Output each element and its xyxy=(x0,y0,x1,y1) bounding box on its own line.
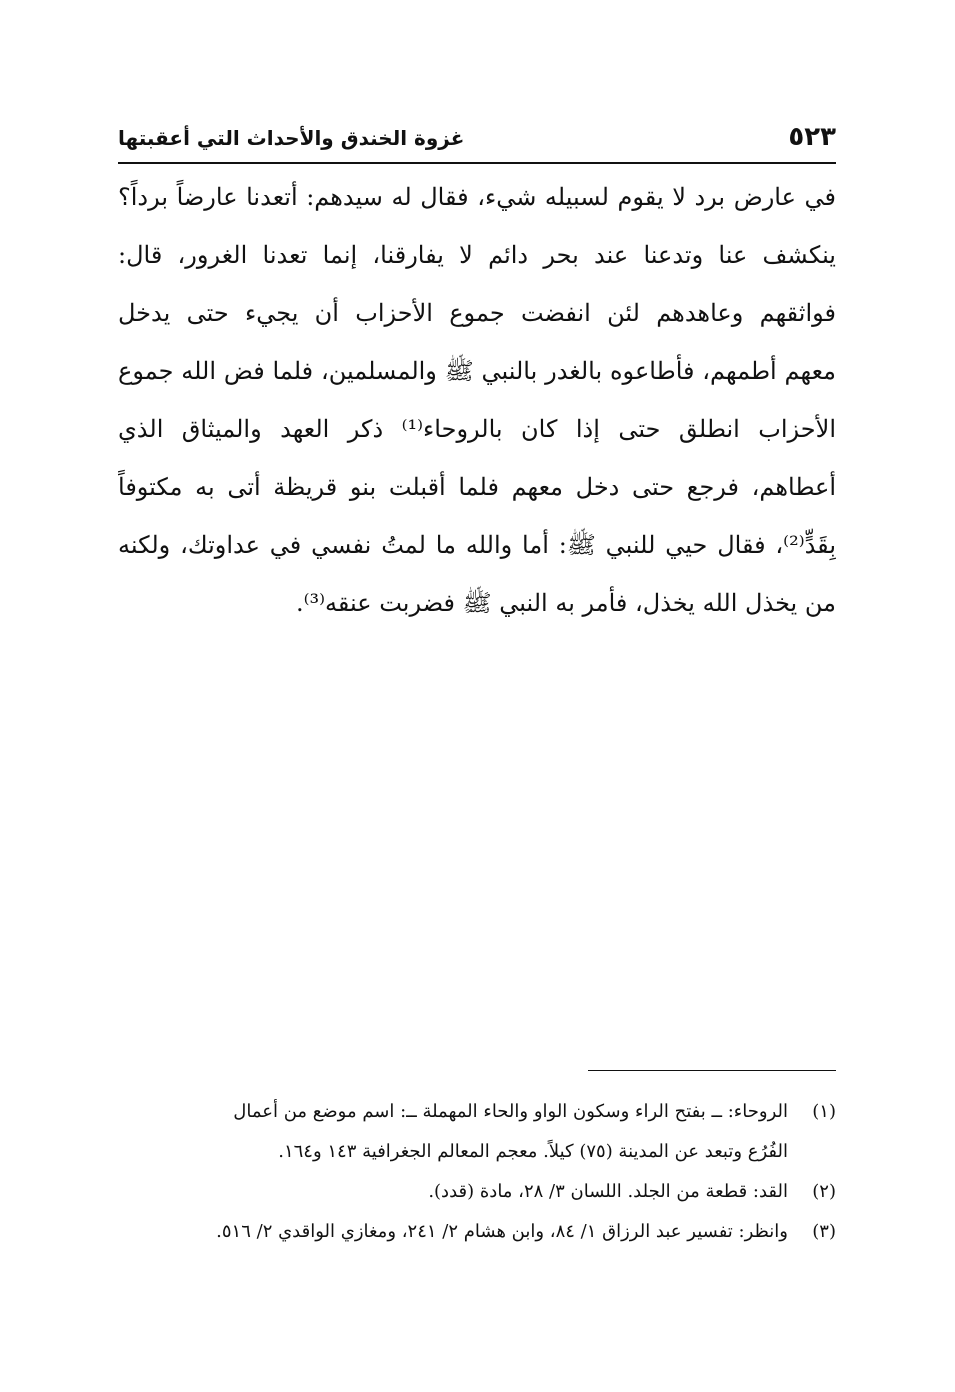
text-line: معهم أطمهم، فأطاعوه بالغدر بالنبي ﷺ والمسلمين، فلما فض الله جموع xyxy=(118,357,836,385)
text-line: ينكشف عنا وتدعنا عند بحر دائم لا يفارقنا، إنما تعدنا الغرور، قال: xyxy=(118,241,836,269)
footnote-number: (٢) xyxy=(812,1181,836,1202)
main-text xyxy=(118,168,836,632)
footnote-text xyxy=(118,1092,788,1172)
footnote-line: القد: قطعة من الجلد. اللسان ٣/ ٢٨، مادة (قدد). xyxy=(428,1181,788,1202)
footnote-number: (١) xyxy=(812,1101,836,1122)
text-line: في عارض برد لا يقوم لسبيله شيء، فقال له سيدهم: أتعدنا عارضاً برداً؟ xyxy=(118,183,836,211)
footnote-separator xyxy=(588,1070,836,1071)
footnote-line: الروحاء: ــ بفتح الراء وسكون الواو والحاء المهملة ــ: اسم موضع من أعمال xyxy=(233,1101,788,1122)
footnote-3 xyxy=(118,1212,836,1252)
header-rule xyxy=(118,162,836,164)
footnote-1 xyxy=(118,1092,836,1172)
footnote-2 xyxy=(118,1172,836,1212)
text-line: من يخذل الله يخذل، فأمر به النبي ﷺ فضربت عنقه⁽³⁾. xyxy=(295,589,836,617)
footnote-line: وانظر: تفسير عبد الرزاق ١/ ٨٤، وابن هشام ٢/ ٢٤١، ومغازي الواقدي ٢/ ٥١٦. xyxy=(216,1221,788,1242)
page-number: ٥٢٣ xyxy=(788,122,836,152)
text-line: بِقَدٍّ⁽²⁾، فقال حيي للنبي ﷺ: أما والله ما لمتُ نفسي في عداوتك، ولكنه xyxy=(118,531,836,559)
footnotes xyxy=(118,1092,836,1252)
text-line: الأحزاب انطلق حتى إذا كان بالروحاء⁽¹⁾ ذكر العهد والميثاق الذي xyxy=(118,415,836,443)
footnote-text xyxy=(118,1172,788,1212)
footnote-text xyxy=(118,1212,788,1252)
text-line: فواثقهم وعاهدهم لئن انفضت جموع الأحزاب أن يجيء حتى يدخل xyxy=(118,299,836,327)
running-header xyxy=(118,122,836,160)
footnote-line: الفُرُع وتبعد عن المدينة (٧٥) كيلاً. معجم المعالم الجغرافية ١٤٣ و١٦٤. xyxy=(278,1141,788,1162)
chapter-title: غزوة الخندق والأحداث التي أعقبتها xyxy=(118,126,465,150)
text-line: أعطاهم، فرجع حتى دخل معهم فلما أقبلت بنو قريظة أتى به مكتوفاً xyxy=(118,473,836,501)
footnote-number: (٣) xyxy=(812,1221,836,1242)
